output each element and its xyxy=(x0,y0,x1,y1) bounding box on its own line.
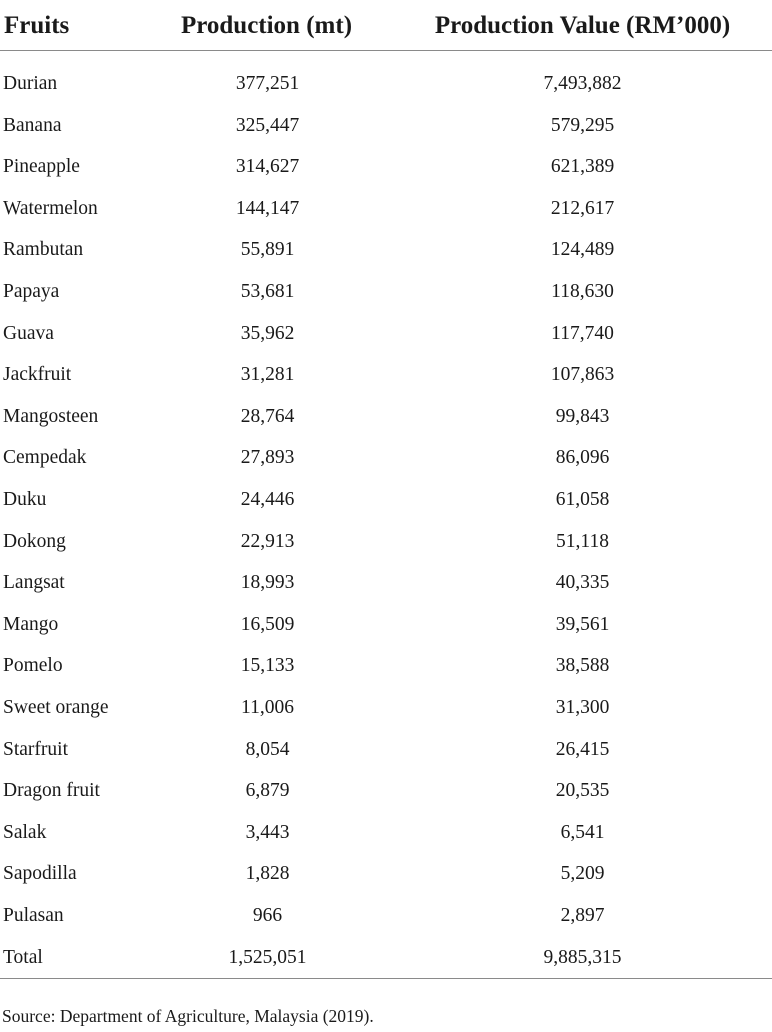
production-value-cell: 99,843 xyxy=(555,405,610,427)
table-row xyxy=(0,479,772,521)
table-row xyxy=(0,271,772,313)
production-value-cell: 579,295 xyxy=(550,114,615,136)
fruit-name-cell: Rambutan xyxy=(3,239,84,261)
table-row xyxy=(0,105,772,147)
production-value-cell: 212,617 xyxy=(550,197,615,219)
production-value-cell: 117,740 xyxy=(551,322,614,344)
fruit-name-cell: Starfruit xyxy=(3,738,68,760)
table-row xyxy=(0,853,772,895)
fruit-name-cell: Papaya xyxy=(3,281,60,303)
production-cell: 144,147 xyxy=(235,197,300,219)
production-cell: 966 xyxy=(252,904,283,926)
production-cell: 55,891 xyxy=(240,239,295,261)
production-value-cell: 9,885,315 xyxy=(383,936,772,978)
table-row xyxy=(0,146,772,188)
production-value-cell: 2,897 xyxy=(560,904,605,926)
table-row xyxy=(0,229,772,271)
table-row xyxy=(0,770,772,812)
production-cell: 314,627 xyxy=(235,156,300,178)
fruit-name-cell: Banana xyxy=(3,114,62,136)
fruit-name-cell: Salak xyxy=(3,821,47,843)
production-cell: 16,509 xyxy=(240,613,295,635)
fruit-name-cell: Durian xyxy=(3,73,58,95)
fruit-name-cell: Mango xyxy=(3,613,59,635)
fruit-name-cell: Pineapple xyxy=(3,156,80,178)
production-value-cell: 6,541 xyxy=(560,821,605,843)
production-cell: 1,828 xyxy=(245,863,290,885)
production-cell: 15,133 xyxy=(240,655,295,677)
table-row xyxy=(0,687,772,729)
table-row xyxy=(0,812,772,854)
production-value-cell: 20,535 xyxy=(555,780,610,802)
production-value-cell: 51,118 xyxy=(556,530,609,552)
production-cell: 325,447 xyxy=(235,114,300,136)
production-value-cell: 39,561 xyxy=(555,613,610,635)
fruit-name-cell: Sapodilla xyxy=(3,863,77,885)
fruit-name-cell: Jackfruit xyxy=(3,364,72,386)
fruit-name-cell: Sweet orange xyxy=(3,696,109,718)
production-value-cell: 7,493,882 xyxy=(543,73,622,95)
table-row xyxy=(0,188,772,230)
production-cell: 35,962 xyxy=(240,322,295,344)
production-cell: 3,443 xyxy=(245,821,290,843)
table-row xyxy=(0,396,772,438)
fruit-name-cell: Langsat xyxy=(3,572,65,594)
fruit-name-cell: Cempedak xyxy=(3,447,87,469)
production-cell: 11,006 xyxy=(241,696,294,718)
production-value-cell: 107,863 xyxy=(550,364,615,386)
header-production: Production (mt) xyxy=(150,0,383,51)
table-row xyxy=(0,562,772,604)
production-cell: 22,913 xyxy=(240,530,295,552)
table-row xyxy=(0,521,772,563)
fruit-name-cell: Pomelo xyxy=(3,655,63,677)
production-cell: 53,681 xyxy=(240,281,295,303)
production-cell: 27,893 xyxy=(240,447,295,469)
table-row xyxy=(0,729,772,771)
table-row xyxy=(0,895,772,937)
table-row xyxy=(0,604,772,646)
production-cell: 31,281 xyxy=(240,364,295,386)
table-row xyxy=(0,313,772,355)
fruit-name-cell: Mangosteen xyxy=(3,405,99,427)
table-row xyxy=(0,437,772,479)
fruit-name-cell: Dokong xyxy=(3,530,66,552)
production-cell: 1,525,051 xyxy=(150,936,383,978)
table-header-row xyxy=(0,0,772,51)
fruit-name-cell: Dragon fruit xyxy=(3,780,100,802)
table-body xyxy=(0,51,772,979)
table-row xyxy=(0,645,772,687)
production-value-cell: 61,058 xyxy=(555,488,610,510)
table-row xyxy=(0,354,772,396)
production-value-cell: 118,630 xyxy=(551,281,614,303)
fruit-name-cell: Guava xyxy=(3,322,54,344)
production-value-cell: 38,588 xyxy=(555,655,610,677)
production-value-cell: 86,096 xyxy=(555,447,610,469)
fruit-name-cell: Duku xyxy=(3,488,47,510)
table-spacer-row xyxy=(0,51,772,64)
fruit-name-cell: Pulasan xyxy=(3,904,64,926)
production-value-cell: 40,335 xyxy=(555,572,610,594)
table-total-row xyxy=(0,936,772,978)
production-cell: 18,993 xyxy=(240,572,295,594)
header-fruits: Fruits xyxy=(0,0,150,51)
fruit-name-cell: Watermelon xyxy=(3,197,98,219)
production-cell: 8,054 xyxy=(245,738,290,760)
table-source-note: Source: Department of Agriculture, Malaysia (2019). xyxy=(2,1006,374,1026)
production-cell: 377,251 xyxy=(235,73,300,95)
production-value-cell: 5,209 xyxy=(560,863,605,885)
production-value-cell: 31,300 xyxy=(555,696,610,718)
production-value-cell: 26,415 xyxy=(555,738,610,760)
production-cell: 6,879 xyxy=(245,780,290,802)
production-value-cell: 124,489 xyxy=(550,239,615,261)
production-value-cell: 621,389 xyxy=(550,156,615,178)
fruit-name-cell: Total xyxy=(0,936,150,978)
table-row xyxy=(0,63,772,105)
production-cell: 24,446 xyxy=(240,488,295,510)
production-cell: 28,764 xyxy=(240,405,295,427)
header-production-value: Production Value (RM’000) xyxy=(383,0,772,51)
